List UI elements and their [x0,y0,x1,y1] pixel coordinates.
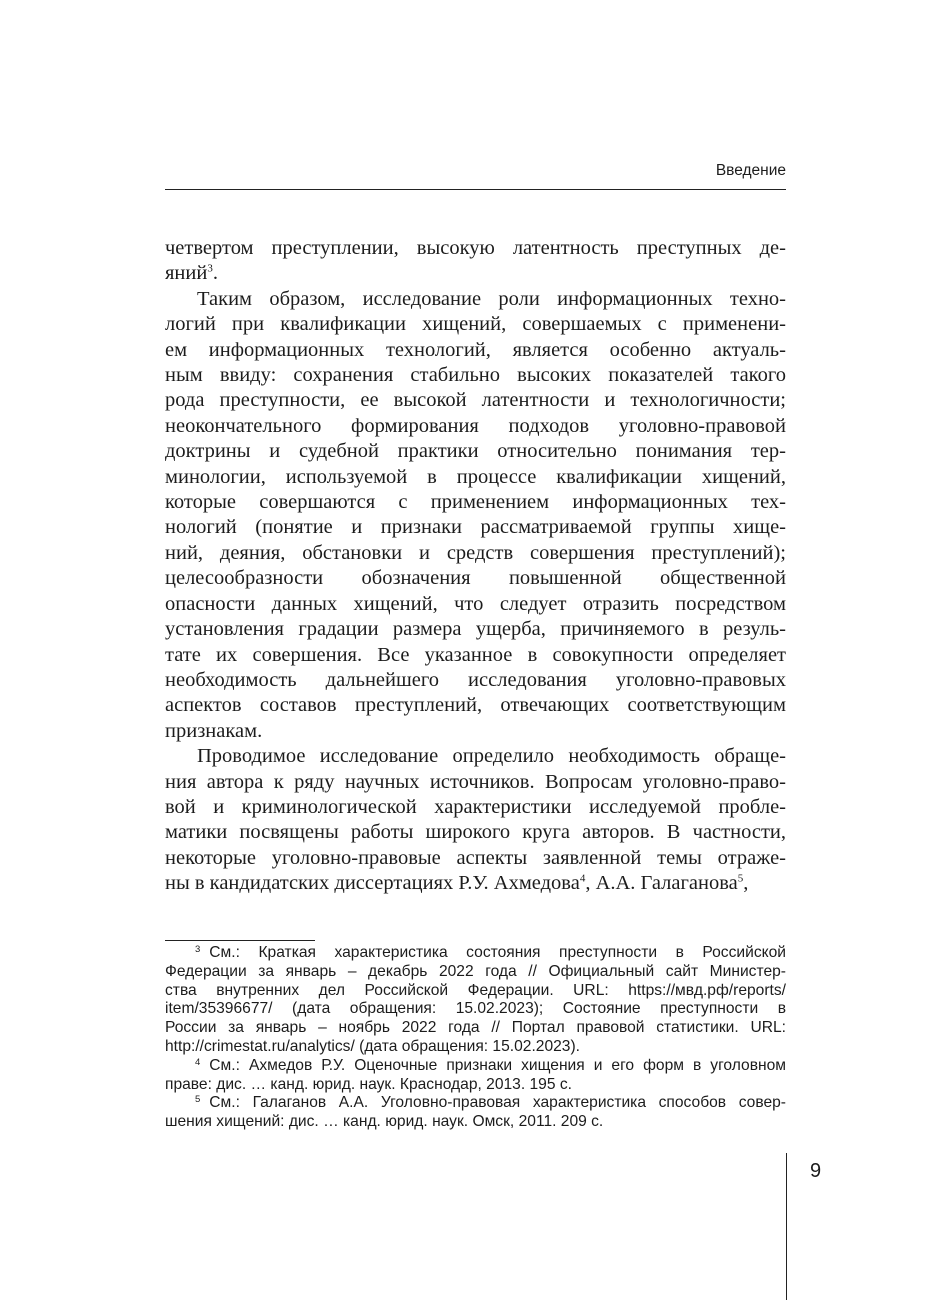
text-run: матики посвящены работы широкого круга авторов. В частности, [165,821,786,844]
footnote-4 [165,1057,786,1095]
footnotes [165,944,786,1132]
text-line [165,820,786,845]
text-run: ния автора к ряду научных источников. Вопросам уголовно-право- [165,770,786,793]
footnote-3 [165,944,786,1057]
text-line [165,770,786,795]
running-head: Введение [715,162,786,179]
text-run: установления градации размера ущерба, причиняемого в резуль- [165,618,786,641]
footnote-reference[interactable]: 3 [207,262,213,275]
footnote-divider [165,940,315,941]
text-line [165,566,786,591]
main-text [165,236,786,897]
footnote-line [165,1094,786,1113]
footnote-line [165,1038,786,1057]
text-line [165,287,786,312]
text-run: доктрины и судебной практики относительно понимания тер- [165,440,786,463]
text-run: некоторые уголовно-правовые аспекты заявленной темы отраже- [165,846,786,869]
footnote-text: России за январь – ноябрь 2022 года // Портал правовой статистики. URL: [165,1019,786,1037]
text-line [165,388,786,413]
text-line [165,744,786,769]
text-line [165,261,786,286]
footnote-number: 5 [195,1094,201,1106]
text-line [165,668,786,693]
text-run: . [212,262,218,285]
page-number: 9 [810,1160,822,1182]
text-run: ем информационных технологий, является особенно актуаль- [165,338,786,361]
footnote-line [165,1057,786,1076]
footnote-text: ства внутренних дел Российской Федерации. URL: https://мвд.рф/reports/ [165,981,786,999]
footnote-line [165,963,786,982]
footnote-line [165,1076,786,1095]
text-run: Проводимое исследование определило необходимость обраще- [197,745,786,768]
footnote-reference[interactable]: 5 [737,872,744,885]
footnote-text: Федерации за январь – декабрь 2022 года // Официальный сайт Министер- [165,962,786,980]
text-run: логий при квалификации хищений, совершаемых с применени- [165,313,786,336]
text-run: яний [165,262,208,285]
text-run: которые совершаются с применением информационных тех- [165,491,786,514]
text-line [165,236,786,261]
footnote-text: шения хищений: дис. … канд. юрид. наук. Омск, 2011. 209 с. [165,1113,604,1131]
footnote-text: См.: Ахмедов Р.У. Оценочные признаки хищения и его форм в уголовном [209,1056,786,1074]
text-line [165,312,786,337]
text-run: четвертом преступлении, высокую латентность преступных де- [165,237,786,259]
text-run: целесообразности обозначения повышенной общественной [165,567,786,590]
text-line [165,617,786,642]
text-run: нологий (понятие и признаки рассматриваемой группы хище- [165,516,786,539]
header-divider [165,189,786,190]
text-line [165,592,786,617]
text-run: тате их совершения. Все указанное в совокупности определяет [165,643,786,666]
text-line [165,515,786,540]
footnote-text: праве: дис. … канд. юрид. наук. Краснодар, 2013. 195 с. [165,1075,572,1093]
text-run: Таким образом, исследование роли информационных техно- [197,287,786,310]
footnote-5 [165,1094,786,1132]
text-line [165,719,786,744]
text-run: опасности данных хищений, что следует отразить посредством [165,592,786,615]
text-run: ным ввиду: сохранения стабильно высоких показателей такого [165,364,786,387]
footnote-line [165,944,786,963]
text-line [165,846,786,871]
text-run: , А.А. Галаганова [585,872,738,895]
footnote-text: См.: Галаганов А.А. Уголовно-правовая характеристика способов совер- [209,1094,786,1112]
text-line [165,643,786,668]
text-line [165,795,786,820]
text-run: , [743,872,749,895]
page-number-divider [786,1153,787,1300]
footnote-text: См.: Краткая характеристика состояния преступности в Российской [209,944,786,961]
text-run: минологии, используемой в процессе квалификации хищений, [165,465,786,488]
text-run: неокончательного формирования подходов уголовно-правовой [165,414,786,437]
text-line [165,414,786,439]
text-line [165,541,786,566]
text-run: аспектов составов преступлений, отвечающих соответствующим [165,694,786,717]
text-line [165,363,786,388]
text-run: необходимость дальнейшего исследования уголовно-правовых [165,668,786,691]
text-run: признакам. [165,719,263,742]
text-line [165,338,786,363]
footnote-text: http://crimestat.ru/analytics/ (дата обращения: 15.02.2023). [165,1037,580,1055]
footnote-number: 3 [195,943,201,955]
footnote-reference[interactable]: 4 [579,872,586,885]
text-line [165,871,786,896]
footnote-line [165,1000,786,1019]
footnote-text: item/35396677/ (дата обращения: 15.02.2023); Состояние преступности в [165,1000,786,1018]
footnote-line [165,1113,786,1132]
text-run: рода преступности, ее высокой латентности и технологичности; [165,389,786,412]
footnote-number: 4 [195,1056,201,1068]
text-line [165,465,786,490]
text-line [165,490,786,515]
text-line [165,693,786,718]
text-run: ны в кандидатских диссертациях Р.У. Ахмедова [165,872,580,895]
text-run: вой и криминологической характеристики исследуемой пробле- [165,795,786,818]
text-line [165,439,786,464]
footnote-line [165,1019,786,1038]
text-run: ний, деяния, обстановки и средств совершения преступлений); [165,541,786,564]
footnote-line [165,982,786,1001]
